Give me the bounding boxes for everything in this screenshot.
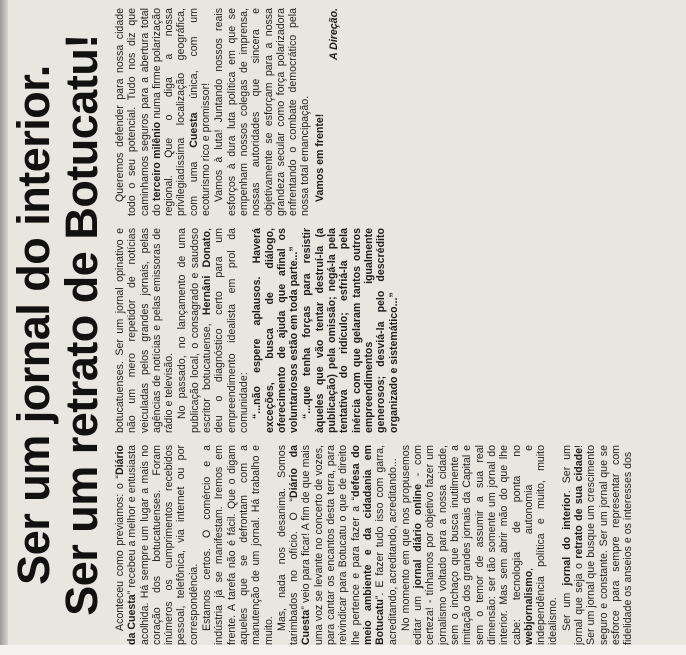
column-3 xyxy=(114,8,674,216)
text-run: ” veio para ficar! A fim de que mais uma voz se levante no concerto de vozes, para cantar os encantos desta terra, para reivindicar para Botucatu o que de direito lhe pertence e para fazer a “ xyxy=(300,445,362,645)
bold-phrase: Cuesta xyxy=(187,112,200,148)
article-headline xyxy=(10,5,106,645)
column-2 xyxy=(114,228,674,433)
quote-text: “...que tenha forças para resistir àqueles que vão tentar destruí-la (a publicação) pela omissão; negá-la pela tentativa do ridículo; esfriá-la pela inércia com que gelaram tantos outros empreendimentos igualmente generosos; desviá-la pelo descrédito organizado e sistemático...” xyxy=(301,228,400,433)
bold-phrase: jornal do interior xyxy=(560,493,573,586)
bold-phrase: retrato de sua cidade xyxy=(572,447,585,559)
text-run: ”. E fazer tudo isso com garra, acreditando, acreditando, acreditando... xyxy=(374,445,399,645)
paragraph: Vamos à luta! Juntando nossos reais esforços à dura luta política em que se empenham nossos colegas de imprensa, nossas autoridades que sincera e objetivamente se esforçam para a nossa grandeza secular como força polarizadora enfrentando o combate democrático pela nossa total emancipação. xyxy=(213,8,312,216)
text-run: ” recebeu a melhor e entusiasta acolhida. Há sempre um lugar a mais no coração dos botucatuenses. Foram inúmeros os cumprimentos recebidos pessoal, telefônica, via internet ou por correspondência. xyxy=(126,445,200,645)
paragraph: Estamos certos. O comércio e a indústria já se manifestam. Iremos em frente. A tarefa não é fácil. Que o digam aqueles que se defrontam com a manutenção de um jornal. Há trabalho e muito. xyxy=(201,445,275,645)
paragraph xyxy=(276,445,399,645)
newspaper-name: Diário da Cuesta xyxy=(114,445,139,645)
column-1 xyxy=(114,445,674,645)
text-run: Aconteceu como previamos: o “ xyxy=(114,475,126,631)
article-columns xyxy=(114,5,674,645)
text-run: - com certeza! - tínhamos por objetivo fazer um jornalismo voltado para a nossa cidade, sem o inchaço que busca inutilmente a imitação dos grandes jornais da Capital e sem o temor de assumir a sua real dimensão: ser tão somente um jornal do interior. Mas sem abrir mão do que lhe cabe: tecnologia de ponta no xyxy=(412,445,523,645)
bold-phrase: terceiro milênio xyxy=(150,121,163,201)
headline-line-1: Ser um jornal do interior. xyxy=(8,65,59,585)
headline-line-2: Ser um retrato de Botucatu! xyxy=(56,34,107,616)
signature-row xyxy=(328,8,340,216)
text-run: No momento em que nos propusemos editar um xyxy=(399,445,425,645)
quote-text: “...não espere aplausos. Haverá exceções, busca de diálogo, oferecimento de ajuda que afinal os voluntariosos estão em toda parte...” xyxy=(251,228,301,433)
author-name: Hernâni Donato xyxy=(201,230,214,316)
text-run: , deu o diagnóstico certo para um empreendimento idealista em prol da comunidade: xyxy=(201,228,250,433)
text-run: Ser um xyxy=(560,585,573,631)
text-run: única, com um ecoturismo rico e promissor! xyxy=(187,8,213,216)
editorial-article xyxy=(6,0,676,655)
text-run: Mas, nada nos desanima. Somos tarimbados no ofício. O “ xyxy=(275,445,301,645)
signature: A Direção. xyxy=(328,8,341,61)
bold-phrase: webjornalismo xyxy=(522,570,535,645)
text-run: Queremos defender para nossa cidade todo o seu potencial. Tudo nos diz que caminhamos seguros para a abertura total do xyxy=(114,8,163,216)
paragraph xyxy=(114,445,200,645)
paragraph xyxy=(176,228,250,433)
bold-phrase: jornal diário online xyxy=(412,484,425,589)
paragraph: botucatuenses. Ser um jornal opinativo e não um mero repetidor de notícias veiculadas pelos grandes jornais, pelas agências de notícias e pelas emissoras de rádio e televisão. xyxy=(114,228,176,433)
paragraph xyxy=(114,8,212,216)
bold-phrase: defesa do meio ambiente e da cidadania em Botucatu xyxy=(349,445,387,645)
paragraph xyxy=(400,445,560,645)
text-run: . Ser um jornal que seja o xyxy=(560,445,585,645)
newspaper-name: Diário da Cuesta xyxy=(288,445,313,645)
text-run: numa firme polarização regional. Que o diga a nossa privilegiadíssima localização geográfica, com uma xyxy=(150,8,200,216)
bold-quote xyxy=(301,228,399,433)
closing-text: Vamos em frente! xyxy=(313,113,326,202)
bold-quote xyxy=(251,228,300,433)
paragraph xyxy=(561,445,635,645)
text-run: ! Ser um jornal que busque um crescimento seguro e constante. Ser um jornal que se esforce para sempre representar com fidelidade os anseios e os interesses dos xyxy=(572,445,635,645)
closing-line xyxy=(314,8,326,216)
text-run: , autonomia e independência política e muito, muito idealismo. xyxy=(522,445,560,645)
text-run: No passado, no lançamento de uma publicação local, o consagrado e saudoso escritor botucatuense, xyxy=(176,228,214,433)
